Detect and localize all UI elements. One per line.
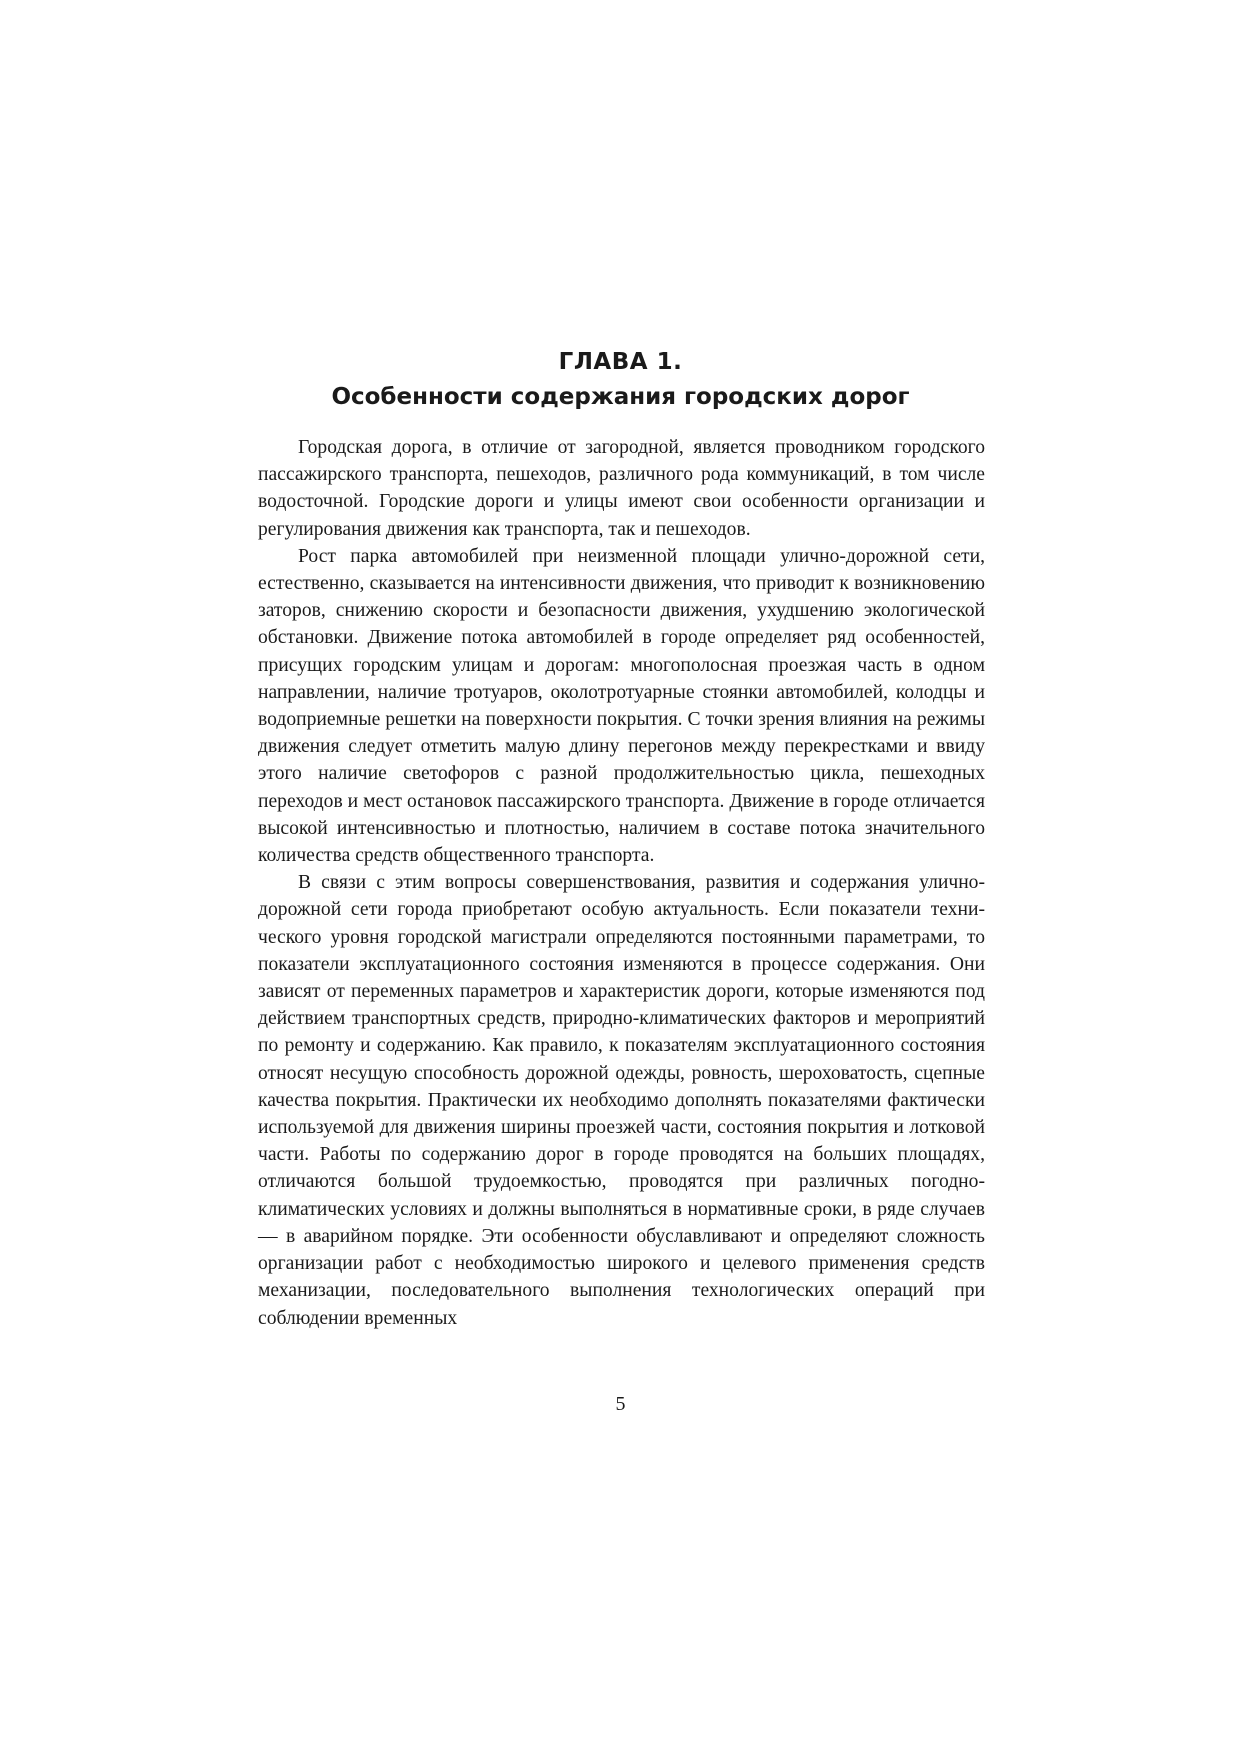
page-number: 5 bbox=[615, 1393, 626, 1415]
body-text bbox=[258, 434, 985, 1332]
chapter-title: Особенности содержания городских дорог bbox=[331, 384, 910, 410]
paragraph: Рост парка автомобилей при неизменной площади улично-дорожной сети, естественно, сказывается на интенсивности движения, что приводит к возникновению заторов, снижению скорости и безопасности движения, ухудшению экологической обстановки. Движение потока автомобилей в городе определяет ряд особенностей, присущих городским улицам и дорогам: многополосная проезжая часть в одном направлении, наличие тротуаров, околотротуарные стоянки автомобилей, колодцы и водоприемные решетки на поверхности покрытия. С точки зрения влияния на режимы движения следует отметить малую длину перегонов между перекрестками и ввиду этого наличие светофоров с разной продолжительностью цикла, пешеходных переходов и мест остановок пассажирского транспорта. Движение в городе отличается высокой интенсивностью и плотностью, наличием в составе потока значительного количества средств общественного транспорта. bbox=[258, 545, 985, 867]
chapter-label: ГЛАВА 1. bbox=[558, 349, 683, 375]
paragraph: В связи с этим вопросы совершенствования, развития и содержания улично-дорожной сети города приобретают особую актуальность. Если показатели технического уровня городской магистрали определяются постоянными параметрами, то показатели эксплуатационного состояния изменяются в процессе содержания. Они зависят от переменных параметров и характеристик дороги, которые изменяются под действием транспортных средств, природно-климатических факторов и мероприятий по ремонту и содержанию. Как правило, к показателям эксплуатационного состояния относят несущую способность дорожной одежды, ровность, шероховатость, сцепные качества покрытия. Практически их необходимо дополнять показателями фактически используемой для движения ширины проезжей части, состояния покрытия и лотковой части. Работы по содержанию дорог в городе проводятся на больших площадях, отличаются большой трудоемкостью, проводятся при различных погодно-климатических условиях и должны выполняться в нормативные сроки, в ряде случаев — в аварийном порядке. Эти особенности обуславливают и определяют сложность организации работ с необходимостью широкого и целевого применения средств механизации, последовательного выполнения технологических операций при соблюдении временных bbox=[258, 872, 985, 1329]
paragraph: Городская дорога, в отличие от загородной, является проводником городского пассажирского транспорта, пешеходов, различного рода коммуникаций, в том числе водосточной. Городские дороги и улицы имеют свои особенности организации и регулирования движения как транспорта, так и пешеходов. bbox=[258, 437, 985, 540]
